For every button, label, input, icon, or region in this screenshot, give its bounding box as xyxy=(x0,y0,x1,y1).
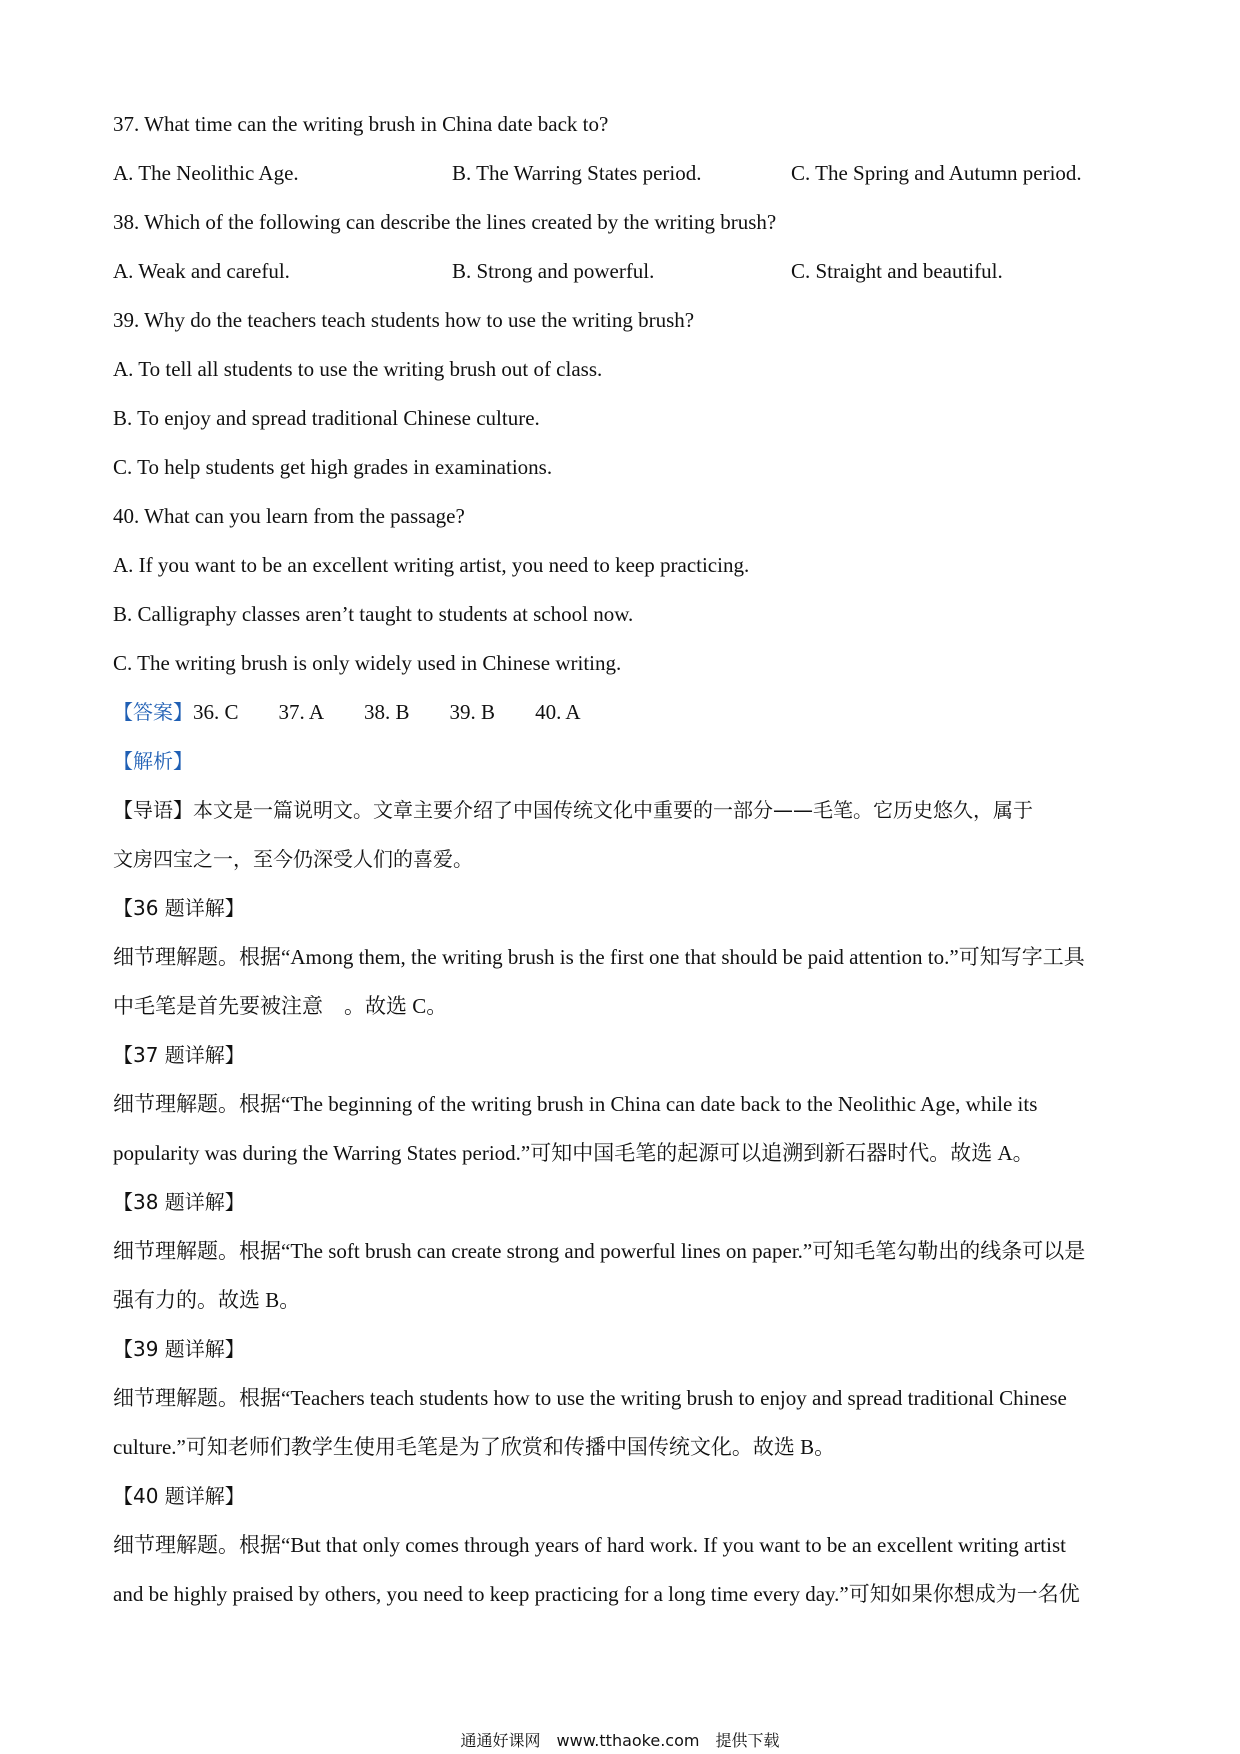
q39-stem: 39. Why do the teachers teach students how to use the writing brush? xyxy=(113,308,695,332)
detail-37-heading: 【37 题详解】 xyxy=(113,1043,245,1067)
answer-label: 【答案】 xyxy=(113,700,193,724)
detail-38-heading: 【38 题详解】 xyxy=(113,1190,245,1214)
q38-option-c: C. Straight and beautiful. xyxy=(791,259,1003,283)
answer-item: 36. C xyxy=(193,700,239,724)
detail-38-line-1: 细节理解题。根据“The soft brush can create strong and powerful lines on paper.”可知毛笔勾勒出的线条可以是 xyxy=(113,1239,1086,1263)
detail-36-line-2: 中毛笔是首先要被注意 。故选 C。 xyxy=(113,994,448,1018)
document-page xyxy=(113,100,1133,1619)
q38-option-a: A. Weak and careful. xyxy=(113,259,290,283)
answer-line xyxy=(113,688,1133,737)
q40-stem: 40. What can you learn from the passage? xyxy=(113,504,465,528)
detail-38-line-2: 强有力的。故选 B。 xyxy=(113,1288,301,1312)
answer-item: 38. B xyxy=(364,700,410,724)
q37-options xyxy=(113,149,1133,198)
q39-option-b: B. To enjoy and spread traditional Chinese culture. xyxy=(113,406,540,430)
guide-text-2: 文房四宝之一，至今仍深受人们的喜爱。 xyxy=(113,847,473,871)
detail-40-heading: 【40 题详解】 xyxy=(113,1484,245,1508)
detail-39-line-1: 细节理解题。根据“Teachers teach students how to use the writing brush to enjoy and spread traditional Chinese xyxy=(113,1386,1067,1410)
guide-text-1: 本文是一篇说明文。文章主要介绍了中国传统文化中重要的一部分——毛笔。它历史悠久，属于 xyxy=(193,798,1033,822)
answer-item: 39. B xyxy=(449,700,496,724)
answer-item: 40. A xyxy=(535,700,581,724)
q37-option-a: A. The Neolithic Age. xyxy=(113,161,299,185)
analysis-label: 【解析】 xyxy=(113,749,193,773)
detail-37-line-2: popularity was during the Warring States period.”可知中国毛笔的起源可以追溯到新石器时代。故选 A。 xyxy=(113,1141,1034,1165)
detail-39-line-2: culture.”可知老师们教学生使用毛笔是为了欣赏和传播中国传统文化。故选 B。 xyxy=(113,1435,836,1459)
q39-option-a: A. To tell all students to use the writing brush out of class. xyxy=(113,357,603,381)
q37-option-c: C. The Spring and Autumn period. xyxy=(791,161,1082,185)
q38-stem: 38. Which of the following can describe the lines created by the writing brush? xyxy=(113,210,777,234)
guide-label: 【导语】 xyxy=(113,798,193,822)
guide-line-1 xyxy=(113,786,1133,835)
q40-option-c: C. The writing brush is only widely used in Chinese writing. xyxy=(113,651,622,675)
detail-36-line-1: 细节理解题。根据“Among them, the writing brush is the first one that should be paid attention to.”可知写字工具 xyxy=(113,945,1085,969)
detail-40-line-1: 细节理解题。根据“But that only comes through years of hard work. If you want to be an excellent writing artist xyxy=(113,1533,1066,1557)
q37-stem: 37. What time can the writing brush in China date back to? xyxy=(113,112,609,136)
detail-40-line-2: and be highly praised by others, you need to keep practicing for a long time every day.”可知如果你想成为一名优 xyxy=(113,1582,1080,1606)
detail-39-heading: 【39 题详解】 xyxy=(113,1337,245,1361)
q38-option-b: B. Strong and powerful. xyxy=(452,259,655,283)
detail-36-heading: 【36 题详解】 xyxy=(113,896,245,920)
q40-option-a: A. If you want to be an excellent writing artist, you need to keep practicing. xyxy=(113,553,750,577)
q40-option-b: B. Calligraphy classes aren’t taught to students at school now. xyxy=(113,602,634,626)
answer-item: 37. A xyxy=(278,700,325,724)
q39-option-c: C. To help students get high grades in examinations. xyxy=(113,455,553,479)
detail-37-line-1: 细节理解题。根据“The beginning of the writing brush in China can date back to the Neolithic Age, while its xyxy=(113,1092,1038,1116)
q38-options xyxy=(113,247,1133,296)
q37-option-b: B. The Warring States period. xyxy=(452,161,702,185)
page-footer: 通通好课网 www.tthaoke.com 提供下载 xyxy=(460,1731,780,1750)
